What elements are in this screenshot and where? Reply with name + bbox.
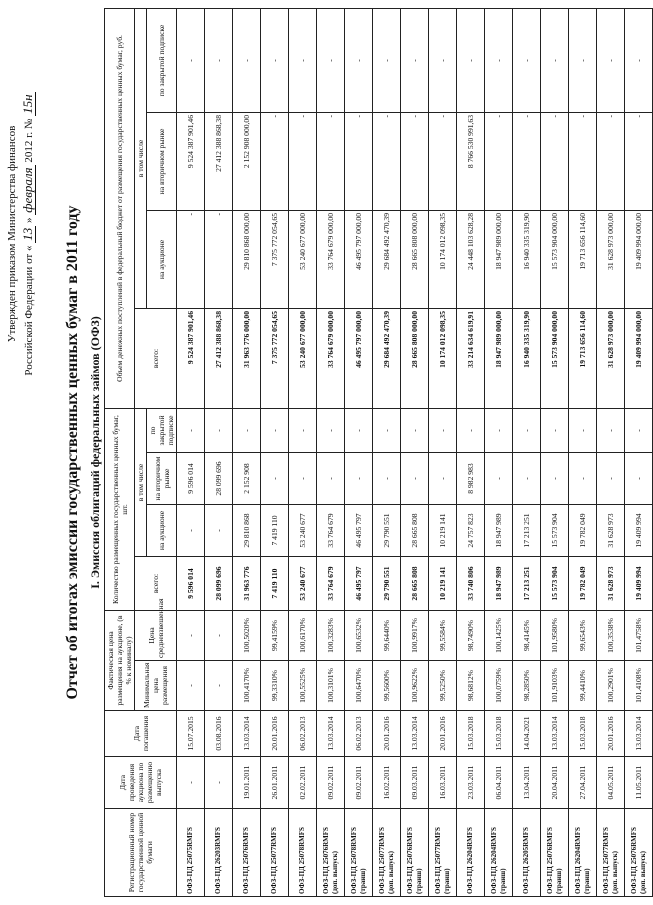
cell-qty-total: 10 219 141: [429, 557, 457, 611]
table-row: [597, 8, 625, 896]
approval-note: [5, 34, 37, 434]
cell-auction-date: 13.04.2011: [513, 757, 541, 809]
header-money-total: всего:: [135, 308, 177, 408]
cell-price-min: 100,2901%: [597, 661, 625, 711]
cell-qty-auction: 15 573 904: [541, 505, 569, 557]
cell-maturity-date: 06.02.2013: [345, 711, 373, 757]
cell-qty-total: 28 099 696: [205, 557, 233, 611]
cell-qty-auction: -: [177, 505, 205, 557]
cell-auction-date: 27.04.2011: [569, 757, 597, 809]
cell-qty-auction: 29 810 868: [233, 505, 261, 557]
cell-price-min: 98,2850%: [513, 661, 541, 711]
cell-reg-number: ОФЗ-ПД 25076RMFS (доп. выпуск): [625, 809, 653, 897]
cell-money-total: 9 524 387 901,46: [177, 308, 205, 408]
header-qty-total: всего:: [135, 557, 177, 611]
cell-price-avg: 100,5020%: [233, 611, 261, 661]
header-qty-auction: на аукционе: [147, 505, 177, 557]
cell-qty-closed: -: [485, 408, 513, 452]
header-qty-incl: в том числе: [135, 408, 147, 556]
cell-money-secondary: -: [289, 112, 317, 210]
cell-money-auction: 29 810 868 000,00: [233, 210, 261, 308]
header-money-secondary: на вторичном рынке: [147, 112, 177, 210]
cell-price-min: 100,4170%: [233, 661, 261, 711]
cell-qty-secondary: -: [401, 453, 429, 505]
cell-money-secondary: -: [597, 112, 625, 210]
cell-qty-total: 31 963 776: [233, 557, 261, 611]
cell-money-total: 7 375 772 054,65: [261, 308, 289, 408]
cell-price-avg: 99,6440%: [373, 611, 401, 661]
cell-qty-auction: 19 409 994: [625, 505, 653, 557]
cell-money-closed: -: [597, 8, 625, 112]
cell-money-auction: 7 375 772 054,65: [261, 210, 289, 308]
cell-price-avg: 98,4145%: [513, 611, 541, 661]
cell-money-closed: -: [289, 8, 317, 112]
cell-qty-secondary: 9 596 014: [177, 453, 205, 505]
approval-month: февраля: [20, 167, 35, 213]
cell-maturity-date: 13.03.2014: [233, 711, 261, 757]
cell-qty-secondary: -: [569, 453, 597, 505]
cell-auction-date: 04.05.2011: [597, 757, 625, 809]
cell-money-closed: -: [401, 8, 429, 112]
table-row: [345, 8, 373, 896]
cell-money-total: 53 240 677 000,00: [289, 308, 317, 408]
cell-price-min: 101,4108%: [625, 661, 653, 711]
cell-money-secondary: 2 152 908 000,00: [233, 112, 261, 210]
cell-money-total: 33 764 679 000,00: [317, 308, 345, 408]
cell-money-closed: -: [429, 8, 457, 112]
table-row: [177, 8, 205, 896]
cell-money-total: 16 940 335 319,90: [513, 308, 541, 408]
cell-qty-auction: 31 628 973: [597, 505, 625, 557]
cell-qty-closed: -: [345, 408, 373, 452]
cell-money-total: 18 947 989 000,00: [485, 308, 513, 408]
cell-money-auction: 53 240 677 000,00: [289, 210, 317, 308]
cell-money-total: 29 684 492 470,39: [373, 308, 401, 408]
cell-qty-total: 19 409 994: [625, 557, 653, 611]
cell-auction-date: 19.01.2011: [233, 757, 261, 809]
cell-qty-secondary: 2 152 908: [233, 453, 261, 505]
cell-qty-closed: -: [625, 408, 653, 452]
cell-money-closed: -: [205, 8, 233, 112]
header-auction-date: Дата проведения аукциона по размещению выпуска: [105, 757, 177, 809]
cell-qty-closed: -: [597, 408, 625, 452]
cell-qty-auction: 29 790 551: [373, 505, 401, 557]
cell-qty-secondary: -: [289, 453, 317, 505]
header-reg-number: Регистрационный номер государственной ценной бумаги: [105, 809, 177, 897]
cell-maturity-date: 20.01.2016: [429, 711, 457, 757]
header-price-group: Фактическая цена размещения на аукционе, (в % к номиналу): [105, 611, 135, 711]
cell-reg-number: ОФЗ-ПД 26204RMFS: [457, 809, 485, 897]
cell-money-auction: 29 684 492 470,39: [373, 210, 401, 308]
cell-price-avg: 101,4758%: [625, 611, 653, 661]
header-price-min: Минимальная цена размещения: [135, 661, 177, 711]
cell-maturity-date: 13.03.2014: [625, 711, 653, 757]
cell-qty-auction: 46 495 797: [345, 505, 373, 557]
header-money-closed: по закрытой подписке: [147, 8, 177, 112]
cell-price-min: -: [205, 661, 233, 711]
cell-money-auction: 16 940 335 319,90: [513, 210, 541, 308]
approval-date-prefix: Российской Федерации от «: [23, 245, 35, 376]
cell-qty-closed: -: [205, 408, 233, 452]
section-title: I. Эмиссия облигаций федеральных займов (ОФЗ): [88, 316, 102, 589]
cell-reg-number: ОФЗ-ПД 25077RMFS (транш): [429, 809, 457, 897]
header-qty-closed: по закрытой подписке: [147, 408, 177, 452]
cell-money-closed: -: [373, 8, 401, 112]
cell-money-total: 46 495 797 000,00: [345, 308, 373, 408]
cell-money-closed: -: [625, 8, 653, 112]
cell-money-secondary: -: [569, 112, 597, 210]
table-body: [177, 8, 653, 896]
table-row: [205, 8, 233, 896]
cell-price-avg: 100,6170%: [289, 611, 317, 661]
cell-qty-auction: 33 764 679: [317, 505, 345, 557]
cell-maturity-date: 20.01.2016: [261, 711, 289, 757]
cell-maturity-date: 03.08.2016: [205, 711, 233, 757]
cell-auction-date: 16.02.2011: [373, 757, 401, 809]
cell-qty-total: 19 782 049: [569, 557, 597, 611]
table-row: [569, 8, 597, 896]
cell-price-min: 99,4410%: [569, 661, 597, 711]
cell-qty-total: 33 740 806: [457, 557, 485, 611]
cell-qty-auction: 17 213 251: [513, 505, 541, 557]
cell-auction-date: 11.05.2011: [625, 757, 653, 809]
cell-auction-date: 20.04.2011: [541, 757, 569, 809]
cell-auction-date: 23.03.2011: [457, 757, 485, 809]
cell-money-total: 19 409 994 000,00: [625, 308, 653, 408]
approval-line-1: Утвержден приказом Министерства финансов: [6, 125, 18, 343]
cell-qty-total: 31 628 973: [597, 557, 625, 611]
cell-qty-total: 15 573 904: [541, 557, 569, 611]
table-row: [457, 8, 485, 896]
cell-money-auction: 15 573 904 000,00: [541, 210, 569, 308]
cell-maturity-date: 13.03.2014: [401, 711, 429, 757]
cell-money-total: 33 214 634 619,91: [457, 308, 485, 408]
cell-qty-secondary: -: [429, 453, 457, 505]
cell-qty-secondary: -: [485, 453, 513, 505]
cell-price-min: 100,9622%: [401, 661, 429, 711]
cell-maturity-date: 15.03.2018: [569, 711, 597, 757]
cell-qty-auction: 7 419 110: [261, 505, 289, 557]
cell-qty-total: 46 495 797: [345, 557, 373, 611]
header-quantity-group: Количество размещенных государственных ценных бумаг, шт.: [105, 408, 135, 610]
cell-price-min: 98,6812%: [457, 661, 485, 711]
cell-money-auction: 18 947 989 000,00: [485, 210, 513, 308]
cell-qty-total: 18 947 989: [485, 557, 513, 611]
cell-money-secondary: -: [485, 112, 513, 210]
cell-qty-auction: 18 947 989: [485, 505, 513, 557]
cell-money-total: 28 665 808 000,00: [401, 308, 429, 408]
table-row: [233, 8, 261, 896]
cell-money-closed: -: [177, 8, 205, 112]
cell-money-total: 19 713 656 114,60: [569, 308, 597, 408]
header-money-incl: в том числе: [135, 8, 147, 308]
cell-qty-closed: -: [569, 408, 597, 452]
cell-qty-secondary: -: [625, 453, 653, 505]
cell-money-secondary: -: [541, 112, 569, 210]
cell-reg-number: ОФЗ-ПД 26204RMFS (транш): [569, 809, 597, 897]
cell-auction-date: 09.02.2011: [345, 757, 373, 809]
cell-money-auction: 10 174 012 098,35: [429, 210, 457, 308]
cell-reg-number: ОФЗ-ПД 26203RMFS: [205, 809, 233, 897]
cell-auction-date: -: [177, 757, 205, 809]
cell-money-total: 10 174 012 098,35: [429, 308, 457, 408]
cell-qty-secondary: 28 099 696: [205, 453, 233, 505]
cell-qty-total: 9 596 014: [177, 557, 205, 611]
cell-money-closed: -: [541, 8, 569, 112]
cell-qty-closed: -: [401, 408, 429, 452]
cell-auction-date: 09.03.2011: [401, 757, 429, 809]
cell-qty-secondary: -: [373, 453, 401, 505]
cell-money-secondary: -: [429, 112, 457, 210]
cell-money-secondary: 27 412 388 868,38: [205, 112, 233, 210]
cell-money-closed: -: [233, 8, 261, 112]
cell-reg-number: ОФЗ-ПД 25077RMFS: [261, 809, 289, 897]
cell-qty-closed: -: [233, 408, 261, 452]
cell-price-avg: 100,3283%: [317, 611, 345, 661]
cell-money-auction: 24 448 103 628,28: [457, 210, 485, 308]
cell-price-min: 101,9103%: [541, 661, 569, 711]
cell-auction-date: 02.02.2011: [289, 757, 317, 809]
cell-money-secondary: -: [317, 112, 345, 210]
cell-price-avg: 99,5584%: [429, 611, 457, 661]
cell-maturity-date: 14.04.2021: [513, 711, 541, 757]
table-row: [485, 8, 513, 896]
cell-maturity-date: 20.01.2016: [597, 711, 625, 757]
cell-qty-auction: 28 665 808: [401, 505, 429, 557]
cell-price-avg: 100,9917%: [401, 611, 429, 661]
cell-price-avg: -: [177, 611, 205, 661]
cell-qty-secondary: -: [261, 453, 289, 505]
cell-reg-number: ОФЗ-ПД 25075RMFS: [177, 809, 205, 897]
cell-price-avg: 101,9580%: [541, 611, 569, 661]
cell-qty-auction: 19 782 049: [569, 505, 597, 557]
cell-money-secondary: -: [261, 112, 289, 210]
cell-price-min: 100,3101%: [317, 661, 345, 711]
header-qty-secondary: на вторичном рынке: [147, 453, 177, 505]
cell-money-secondary: -: [345, 112, 373, 210]
cell-money-auction: 33 764 679 000,00: [317, 210, 345, 308]
cell-money-auction: -: [177, 210, 205, 308]
cell-reg-number: ОФЗ-ПД 25077RMFS (доп. выпуск): [373, 809, 401, 897]
cell-price-min: 100,0759%: [485, 661, 513, 711]
cell-qty-total: 28 665 808: [401, 557, 429, 611]
cell-auction-date: -: [205, 757, 233, 809]
table-row: [541, 8, 569, 896]
approval-day: 13: [20, 227, 35, 241]
cell-money-secondary: -: [625, 112, 653, 210]
emission-table: [104, 8, 653, 897]
cell-qty-secondary: -: [513, 453, 541, 505]
header-money-auction: на аукционе: [147, 210, 177, 308]
cell-money-secondary: -: [513, 112, 541, 210]
cell-maturity-date: 13.03.2014: [317, 711, 345, 757]
cell-qty-total: 17 213 251: [513, 557, 541, 611]
cell-price-avg: 99,4159%: [261, 611, 289, 661]
cell-money-total: 31 628 973 000,00: [597, 308, 625, 408]
cell-qty-closed: -: [317, 408, 345, 452]
header-money-group: Объем денежных поступлений в федеральный бюджет от размещения государственных ценных бумаг, руб.: [105, 8, 135, 408]
cell-money-secondary: -: [373, 112, 401, 210]
cell-reg-number: ОФЗ-ПД 26205RMFS: [513, 809, 541, 897]
cell-money-closed: -: [345, 8, 373, 112]
cell-money-auction: 46 495 797 000,00: [345, 210, 373, 308]
cell-price-avg: -: [205, 611, 233, 661]
cell-maturity-date: 15.03.2018: [485, 711, 513, 757]
cell-reg-number: ОФЗ-ПД 25076RMFS: [233, 809, 261, 897]
cell-maturity-date: 13.03.2014: [541, 711, 569, 757]
cell-price-min: 99,5600%: [373, 661, 401, 711]
table-row: [429, 8, 457, 896]
cell-money-total: 15 573 904 000,00: [541, 308, 569, 408]
cell-qty-secondary: 8 982 983: [457, 453, 485, 505]
cell-money-auction: 28 665 808 000,00: [401, 210, 429, 308]
cell-qty-secondary: -: [541, 453, 569, 505]
cell-qty-auction: 10 219 141: [429, 505, 457, 557]
cell-maturity-date: 20.01.2016: [373, 711, 401, 757]
cell-qty-closed: -: [541, 408, 569, 452]
cell-price-avg: 100,1425%: [485, 611, 513, 661]
cell-money-auction: 19 713 656 114,60: [569, 210, 597, 308]
cell-auction-date: 06.04.2011: [485, 757, 513, 809]
cell-money-secondary: -: [401, 112, 429, 210]
cell-price-min: 100,6470%: [345, 661, 373, 711]
cell-auction-date: 26.01.2011: [261, 757, 289, 809]
cell-maturity-date: 06.02.2013: [289, 711, 317, 757]
cell-price-min: 99,5250%: [429, 661, 457, 711]
cell-auction-date: 09.02.2011: [317, 757, 345, 809]
table-row: [625, 8, 653, 896]
table-row: [513, 8, 541, 896]
cell-qty-closed: -: [373, 408, 401, 452]
approval-order-number: 15н: [20, 94, 35, 114]
cell-money-secondary: 9 524 387 901,46: [177, 112, 205, 210]
header-price-avg: Цена средневзвешенная: [135, 611, 177, 661]
cell-money-closed: -: [317, 8, 345, 112]
cell-reg-number: ОФЗ-ПД 25076RMFS (доп. выпуск): [317, 809, 345, 897]
cell-reg-number: ОФЗ-ПД 25078RMFS (транш): [345, 809, 373, 897]
cell-money-closed: -: [485, 8, 513, 112]
cell-price-min: 99,3310%: [261, 661, 289, 711]
header-maturity-date: Дата погашения: [105, 711, 177, 757]
cell-money-closed: -: [569, 8, 597, 112]
table-row: [373, 8, 401, 896]
cell-qty-closed: -: [261, 408, 289, 452]
cell-qty-total: 29 790 551: [373, 557, 401, 611]
cell-money-secondary: 8 766 530 991,63: [457, 112, 485, 210]
cell-price-avg: 100,3538%: [597, 611, 625, 661]
cell-qty-total: 33 764 679: [317, 557, 345, 611]
cell-price-avg: 100,6532%: [345, 611, 373, 661]
table-row: [261, 8, 289, 896]
cell-auction-date: 16.03.2011: [429, 757, 457, 809]
cell-qty-closed: -: [289, 408, 317, 452]
cell-maturity-date: 15.03.2018: [457, 711, 485, 757]
cell-money-closed: -: [261, 8, 289, 112]
cell-price-min: -: [177, 661, 205, 711]
cell-qty-closed: -: [457, 408, 485, 452]
approval-line-2: [20, 34, 37, 434]
report-title: Отчет об итогах эмиссии государственных ценных бумаг в 2011 году: [64, 205, 81, 700]
cell-qty-closed: -: [177, 408, 205, 452]
table-row: [401, 8, 429, 896]
cell-price-avg: 98,7490%: [457, 611, 485, 661]
cell-qty-secondary: -: [345, 453, 373, 505]
cell-money-closed: -: [513, 8, 541, 112]
cell-money-auction: 19 409 994 000,00: [625, 210, 653, 308]
cell-money-auction: 31 628 973 000,00: [597, 210, 625, 308]
cell-reg-number: ОФЗ-ПД 25076RMFS (транш): [401, 809, 429, 897]
cell-reg-number: ОФЗ-ПД 25077RMFS (доп. выпуск): [597, 809, 625, 897]
cell-money-total: 31 963 776 000,00: [233, 308, 261, 408]
cell-qty-closed: -: [513, 408, 541, 452]
table-row: [289, 8, 317, 896]
cell-reg-number: ОФЗ-ПД 25076RMFS (транш): [541, 809, 569, 897]
cell-money-total: 27 412 388 868,38: [205, 308, 233, 408]
cell-reg-number: ОФЗ-ПД 26204RMFS (транш): [485, 809, 513, 897]
table-row: [317, 8, 345, 896]
cell-qty-closed: -: [429, 408, 457, 452]
cell-money-auction: -: [205, 210, 233, 308]
cell-price-min: 100,5525%: [289, 661, 317, 711]
cell-qty-auction: 53 240 677: [289, 505, 317, 557]
approval-year: 2012 г. №: [23, 118, 35, 163]
cell-reg-number: ОФЗ-ПД 25078RMFS: [289, 809, 317, 897]
cell-qty-secondary: -: [317, 453, 345, 505]
cell-qty-auction: 24 757 823: [457, 505, 485, 557]
cell-qty-auction: -: [205, 505, 233, 557]
cell-money-closed: -: [457, 8, 485, 112]
cell-qty-total: 53 240 677: [289, 557, 317, 611]
cell-price-avg: 99,6543%: [569, 611, 597, 661]
approval-date-mid: »: [23, 217, 35, 224]
cell-maturity-date: 15.07.2015: [177, 711, 205, 757]
cell-qty-secondary: -: [597, 453, 625, 505]
cell-qty-total: 7 419 110: [261, 557, 289, 611]
